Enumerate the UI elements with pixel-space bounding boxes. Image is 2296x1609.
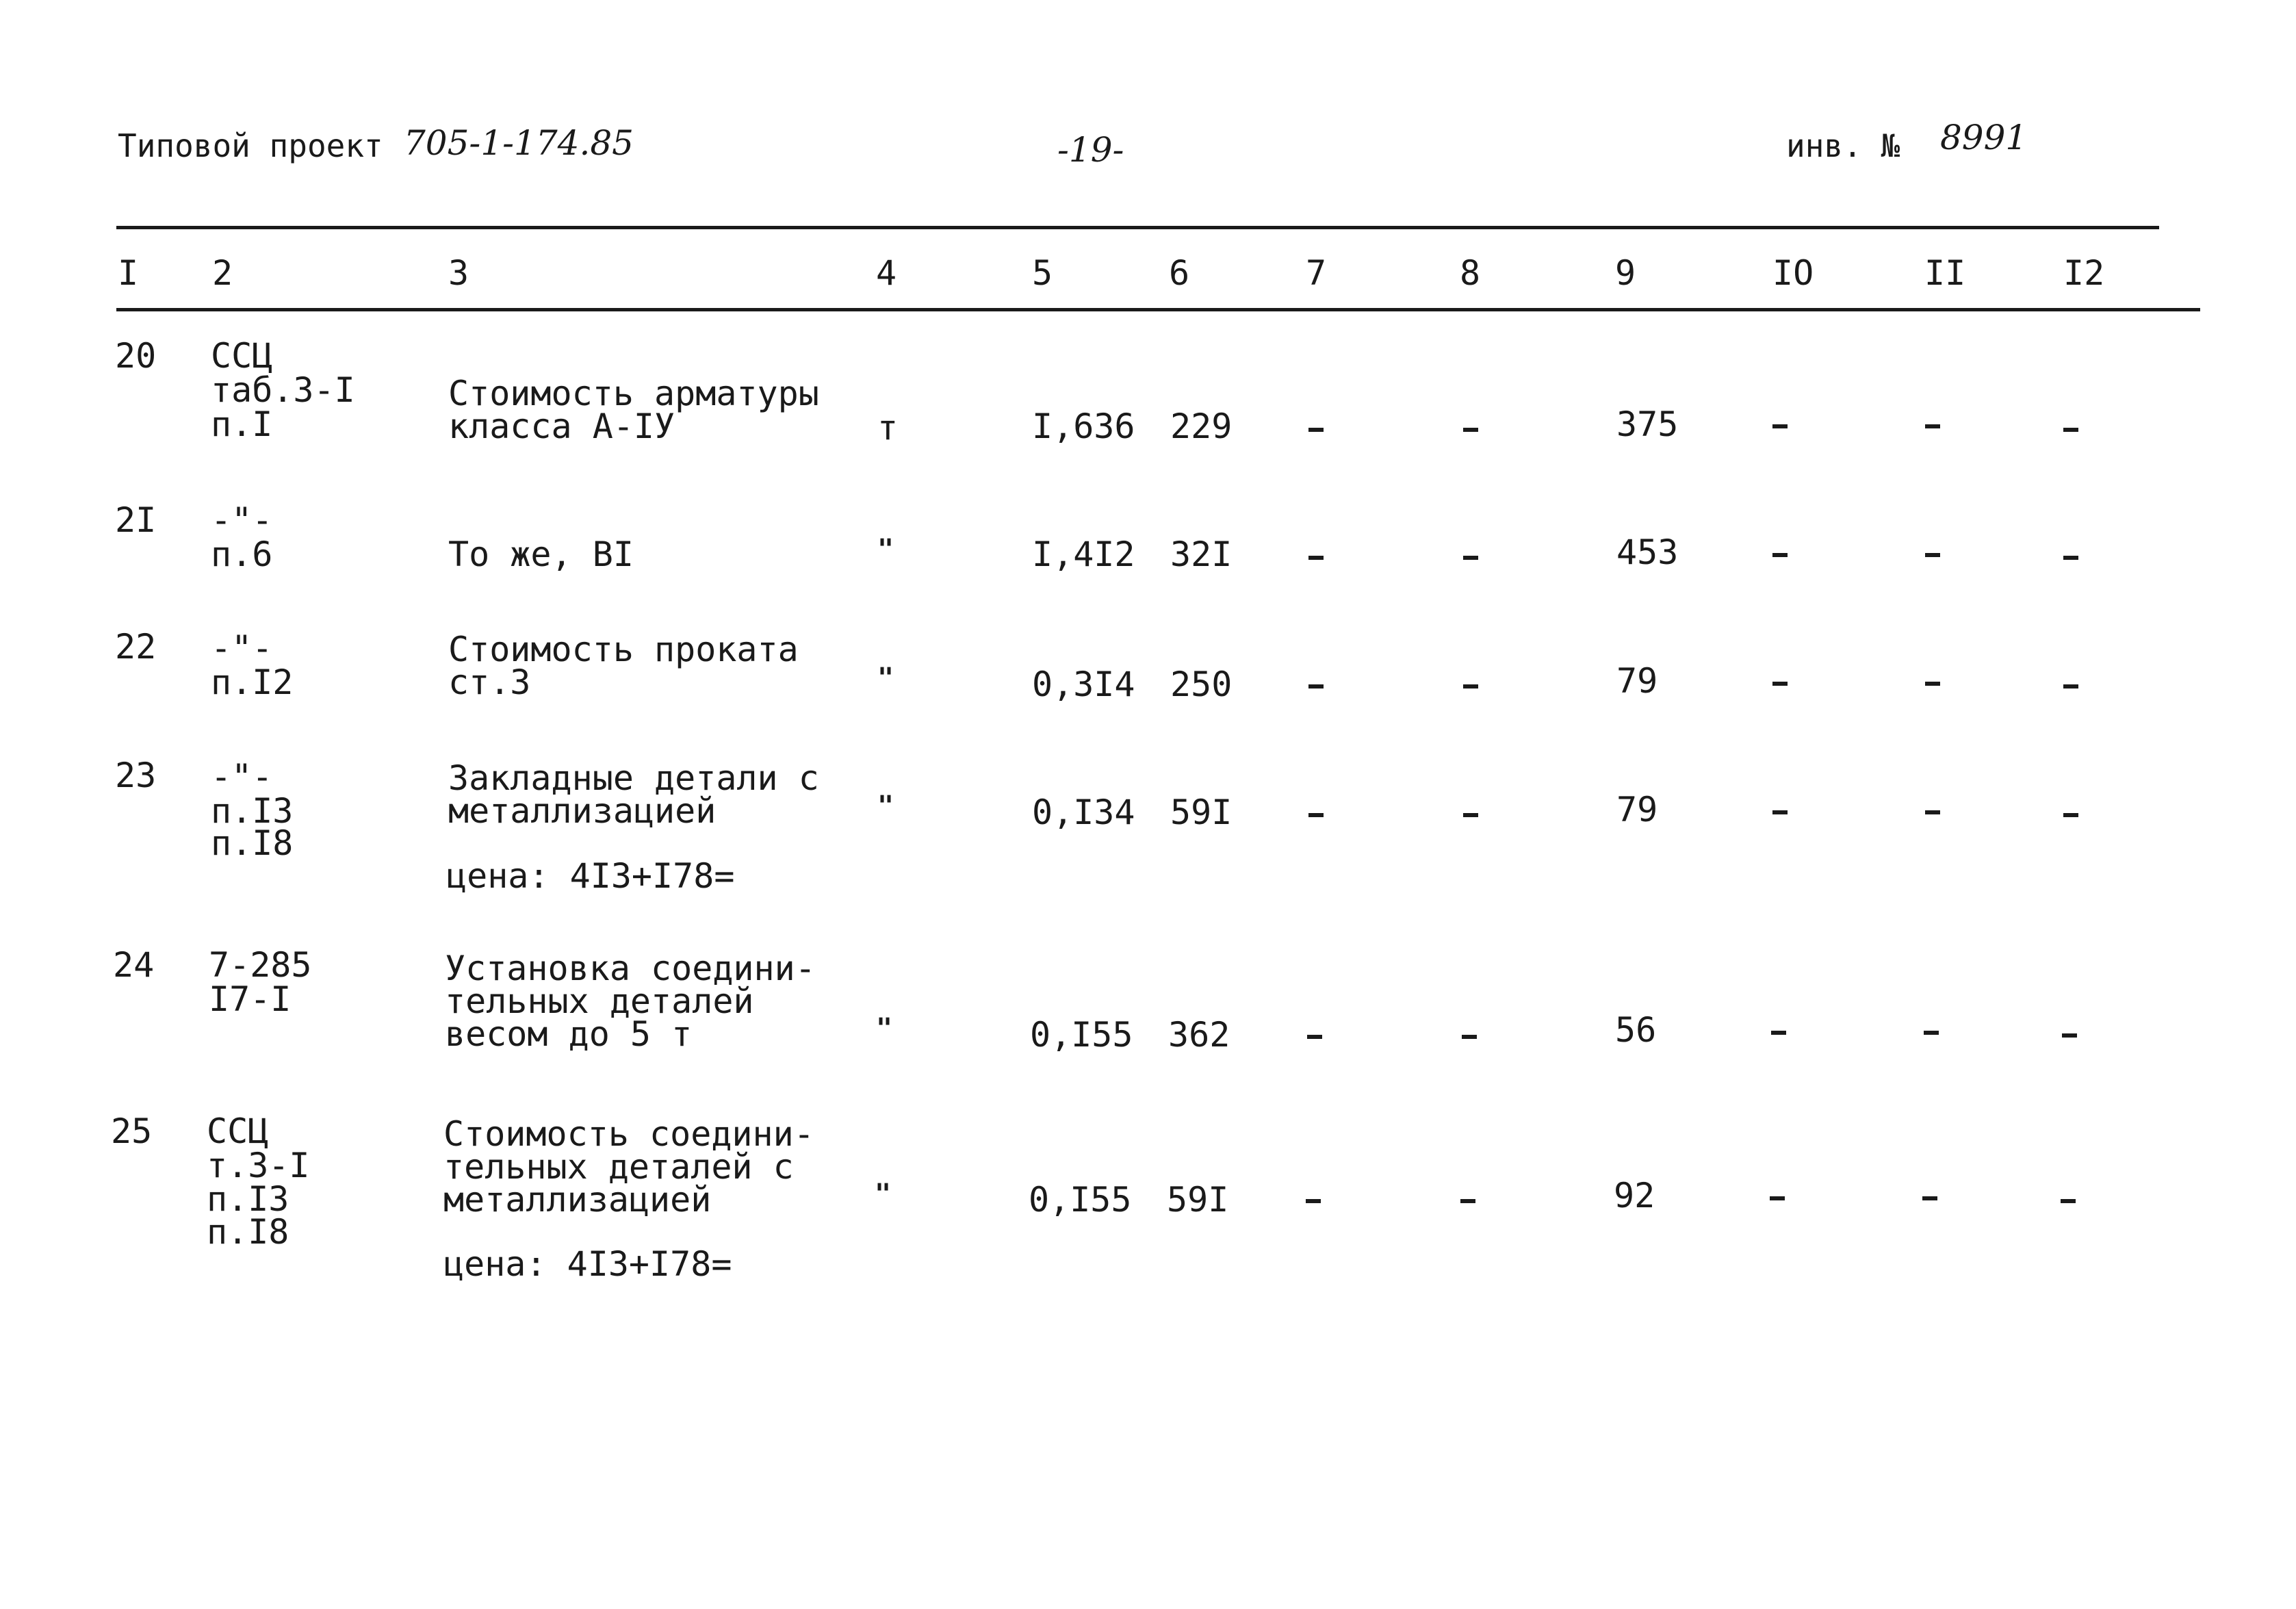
empty-dash: [2062, 1033, 2077, 1038]
row-unit-cost: 59I: [1170, 793, 1233, 832]
column-header: IO: [1772, 253, 1814, 293]
row-reference: п.I3: [207, 1179, 289, 1219]
empty-dash: [1925, 682, 1940, 686]
column-header: I: [118, 253, 139, 293]
row-reference: 7-285: [209, 945, 312, 985]
empty-dash: [2063, 556, 2078, 560]
row-unit: ": [875, 1179, 892, 1210]
row-reference: ССЦ: [207, 1111, 269, 1151]
row-description: металлизацией: [448, 791, 717, 831]
row-reference: -"-: [211, 500, 273, 540]
row-description: класса А-IУ: [448, 407, 675, 446]
row-description: Установка соедини-: [445, 949, 816, 988]
column-header: II: [1924, 253, 1966, 293]
row-reference: I7-I: [209, 979, 292, 1019]
row-total: 375: [1616, 404, 1679, 444]
row-description: Стоимость соедини-: [443, 1114, 814, 1154]
empty-dash: [1925, 553, 1940, 557]
column-header: 4: [876, 253, 897, 293]
column-header: 2: [212, 253, 233, 293]
empty-dash: [1463, 556, 1478, 560]
row-description: Стоимость арматуры: [448, 374, 819, 413]
empty-dash: [1922, 1196, 1937, 1200]
row-unit: ": [877, 662, 894, 694]
row-reference: п.I: [211, 404, 273, 444]
empty-dash: [1770, 1196, 1785, 1200]
empty-dash: [1771, 1031, 1786, 1035]
row-total: 453: [1616, 532, 1679, 572]
empty-dash: [1308, 556, 1324, 560]
empty-dash: [1925, 424, 1940, 428]
table-header-rule: [116, 308, 2200, 311]
empty-dash: [1306, 1199, 1321, 1203]
row-description: металлизацией: [443, 1180, 712, 1220]
empty-dash: [1308, 684, 1324, 688]
row-quantity: 0,I55: [1029, 1180, 1132, 1220]
empty-dash: [2061, 1199, 2076, 1203]
column-header: 6: [1169, 253, 1190, 293]
table-top-rule: [116, 226, 2159, 229]
empty-dash: [1307, 1035, 1322, 1039]
row-unit: ": [877, 534, 894, 565]
empty-dash: [2063, 813, 2078, 817]
row-number: 25: [111, 1111, 153, 1151]
column-header: 7: [1306, 253, 1327, 293]
page-number: -19-: [1057, 130, 1124, 170]
row-quantity: I,636: [1032, 407, 1135, 446]
row-unit-cost: 229: [1170, 407, 1233, 446]
row-quantity: I,4I2: [1032, 535, 1135, 574]
empty-dash: [1462, 1035, 1477, 1039]
row-unit-cost: 59I: [1167, 1180, 1229, 1220]
row-unit: ": [877, 790, 894, 822]
empty-dash: [1772, 424, 1788, 428]
row-reference: -"-: [211, 628, 273, 668]
row-total: 92: [1614, 1176, 1655, 1215]
row-reference: п.I2: [211, 662, 294, 702]
column-header: 8: [1460, 253, 1481, 293]
row-reference: -"-: [211, 757, 273, 797]
column-header: I2: [2063, 253, 2105, 293]
empty-dash: [1463, 684, 1478, 688]
inventory-number: 8991: [1940, 118, 2028, 157]
row-number: 20: [115, 336, 157, 376]
row-price-note: цена: 4I3+I78=: [443, 1244, 732, 1284]
row-description: То же, ВI: [448, 535, 634, 574]
empty-dash: [1463, 428, 1478, 432]
row-reference: п.6: [211, 535, 273, 574]
row-number: 24: [113, 945, 155, 985]
row-quantity: 0,I34: [1032, 793, 1135, 832]
row-price-note: цена: 4I3+I78=: [446, 856, 735, 896]
empty-dash: [1308, 428, 1324, 432]
row-reference: п.I8: [211, 823, 294, 863]
row-description: Стоимость проката: [448, 630, 799, 669]
project-label: Типовой проект: [118, 127, 383, 164]
row-unit: ": [876, 1013, 893, 1044]
row-description: тельных деталей: [445, 981, 754, 1021]
empty-dash: [2063, 428, 2078, 432]
row-description: Закладные детали с: [448, 758, 819, 798]
empty-dash: [1772, 810, 1788, 814]
row-reference: п.I3: [211, 791, 294, 831]
empty-dash: [1772, 682, 1788, 686]
empty-dash: [1924, 1031, 1939, 1035]
empty-dash: [1308, 813, 1324, 817]
empty-dash: [1925, 810, 1940, 814]
empty-dash: [1460, 1199, 1475, 1203]
row-reference: т.3-I: [207, 1146, 310, 1185]
row-reference: п.I8: [207, 1212, 289, 1252]
row-unit-cost: 362: [1168, 1015, 1230, 1055]
row-unit-cost: 250: [1170, 665, 1233, 704]
row-description: весом до 5 т: [445, 1014, 693, 1054]
project-number: 705-1-174.85: [404, 123, 634, 163]
column-header: 9: [1615, 253, 1636, 293]
row-reference: таб.3-I: [211, 370, 355, 410]
empty-dash: [1463, 813, 1478, 817]
row-number: 22: [115, 627, 157, 667]
empty-dash: [2063, 684, 2078, 688]
empty-dash: [1772, 553, 1788, 557]
row-number: 2I: [115, 500, 157, 540]
row-reference: ССЦ: [211, 336, 273, 376]
row-number: 23: [115, 756, 157, 795]
row-total: 56: [1615, 1010, 1657, 1050]
row-unit-cost: 32I: [1170, 535, 1233, 574]
row-quantity: 0,I55: [1030, 1015, 1133, 1055]
column-header: 5: [1032, 253, 1053, 293]
row-unit: т: [877, 408, 899, 448]
row-description: тельных деталей с: [443, 1147, 794, 1187]
row-total: 79: [1616, 661, 1658, 701]
row-total: 79: [1616, 790, 1658, 829]
inventory-label: инв. №: [1786, 127, 1900, 164]
row-quantity: 0,3I4: [1032, 665, 1135, 704]
column-header: 3: [448, 253, 469, 293]
row-description: ст.3: [448, 662, 531, 702]
